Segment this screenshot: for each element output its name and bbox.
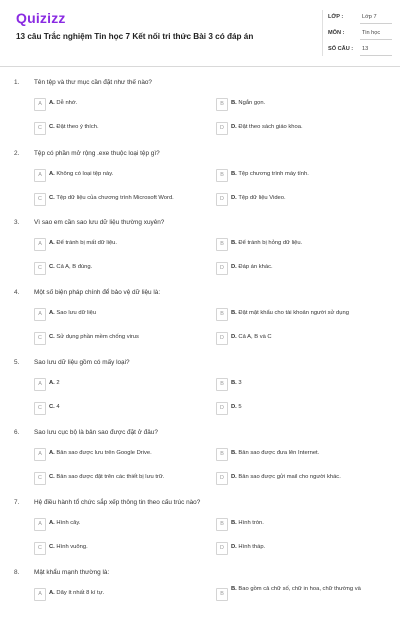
- option-letter-box: B: [216, 588, 228, 601]
- option-prefix: C.: [49, 474, 55, 480]
- option-prefix: B.: [231, 171, 237, 177]
- option-prefix: A.: [49, 520, 55, 526]
- answer-option-c[interactable]: [34, 472, 206, 484]
- option-prefix: D.: [231, 544, 237, 550]
- question-number: 4.: [14, 289, 20, 296]
- option-prefix: C.: [49, 404, 55, 410]
- option-text: [49, 590, 104, 596]
- question-item: [0, 569, 400, 639]
- option-text: [231, 404, 242, 410]
- option-prefix: A.: [49, 100, 55, 106]
- option-body: Cả A, B đúng.: [54, 264, 93, 270]
- option-text: [49, 240, 117, 246]
- question-text: Tên tệp và thư mục cần đặt như thế nào?: [34, 79, 152, 86]
- answer-option-a[interactable]: [34, 448, 206, 460]
- option-letter-box: D: [216, 472, 228, 485]
- option-body: Bản sao được đưa lên Internet.: [236, 450, 320, 456]
- option-letter-box: A: [34, 308, 46, 321]
- option-prefix: D.: [231, 195, 237, 201]
- answer-option-a[interactable]: [34, 378, 206, 390]
- option-body: Đặt mật khẩu cho tài khoản người sử dụng: [236, 310, 349, 316]
- answer-option-b[interactable]: [216, 448, 388, 460]
- option-letter-box: C: [34, 262, 46, 275]
- question-text: Một số biện pháp chính để bảo vệ dữ liệu là:: [34, 289, 161, 296]
- document-header: [0, 0, 400, 67]
- option-letter-box: B: [216, 98, 228, 111]
- option-letter-box: A: [34, 169, 46, 182]
- meta-value: Tin học: [362, 30, 381, 36]
- question-text: Hệ điều hành tổ chức sắp xếp thông tin theo cấu trúc nào?: [34, 499, 201, 506]
- option-text: [231, 195, 286, 201]
- option-letter-box: B: [216, 169, 228, 182]
- answer-option-c[interactable]: [34, 193, 206, 205]
- option-body: Cả A, B và C: [236, 334, 272, 340]
- option-body: 3: [236, 380, 242, 386]
- option-body: Hình vuông.: [54, 544, 88, 550]
- question-number: 8.: [14, 569, 20, 576]
- meta-class: [328, 10, 392, 24]
- option-body: Dễ nhớ.: [54, 100, 78, 106]
- question-item: [0, 359, 400, 429]
- option-body: 5: [236, 404, 242, 410]
- option-text: [49, 334, 139, 340]
- answer-option-d[interactable]: [216, 262, 388, 274]
- option-text: [49, 171, 113, 177]
- answer-option-b[interactable]: [216, 588, 388, 600]
- option-prefix: C.: [49, 195, 55, 201]
- option-letter-box: B: [216, 238, 228, 251]
- meta-underline: [360, 55, 392, 56]
- option-text: [231, 474, 341, 480]
- option-text: [49, 450, 152, 456]
- option-letter-box: D: [216, 542, 228, 555]
- answer-option-a[interactable]: [34, 238, 206, 250]
- question-text: Sao lưu cục bộ là bản sao được đặt ở đâu?: [34, 429, 158, 436]
- document-title: 13 câu Trắc nghiệm Tin học 7 Kết nối tri thức Bài 3 có đáp án: [16, 32, 254, 41]
- answer-option-b[interactable]: [216, 308, 388, 320]
- option-text: [231, 450, 319, 456]
- option-text: [231, 380, 242, 386]
- option-letter-box: D: [216, 332, 228, 345]
- question-item: [0, 150, 400, 220]
- question-number: 2.: [14, 150, 20, 157]
- option-text: [49, 264, 92, 270]
- option-prefix: C.: [49, 124, 55, 130]
- option-letter-box: D: [216, 122, 228, 135]
- option-prefix: B.: [231, 100, 237, 106]
- option-text: [49, 195, 174, 201]
- answer-option-a[interactable]: [34, 308, 206, 320]
- question-number: 3.: [14, 219, 20, 226]
- option-letter-box: C: [34, 402, 46, 415]
- option-body: Sử dụng phần mềm chống virus: [54, 334, 139, 340]
- meta-underline: [360, 23, 392, 24]
- option-text: [231, 264, 273, 270]
- option-letter-box: B: [216, 448, 228, 461]
- option-letter-box: B: [216, 518, 228, 531]
- option-body: Đặt theo ý thích.: [54, 124, 99, 130]
- question-number: 7.: [14, 499, 20, 506]
- answer-option-c[interactable]: [34, 332, 206, 344]
- option-prefix: B.: [231, 520, 237, 526]
- answer-option-a[interactable]: [34, 588, 206, 600]
- option-prefix: C.: [49, 544, 55, 550]
- option-body: Tệp chương trình máy tính.: [236, 171, 309, 177]
- option-prefix: B.: [231, 310, 237, 316]
- meta-label: LỚP :: [328, 14, 344, 20]
- question-item: [0, 289, 400, 359]
- meta-value: Lớp 7: [362, 14, 377, 20]
- option-prefix: C.: [49, 264, 55, 270]
- question-item: [0, 79, 400, 149]
- option-text: [49, 310, 96, 316]
- option-text: [49, 380, 60, 386]
- option-prefix: A.: [49, 380, 55, 386]
- question-text: Mật khẩu mạnh thường là:: [34, 569, 110, 576]
- meta-label: SỐ CÂU :: [328, 46, 354, 52]
- option-text: [49, 100, 77, 106]
- option-text: [49, 474, 164, 480]
- question-text: Sao lưu dữ liệu gồm có mấy loại?: [34, 359, 130, 366]
- option-body: Tệp dữ liệu Video.: [236, 195, 286, 201]
- option-prefix: D.: [231, 264, 237, 270]
- option-prefix: D.: [231, 404, 237, 410]
- option-letter-box: B: [216, 308, 228, 321]
- meta-subject: [328, 26, 392, 40]
- meta-value: 13: [362, 46, 369, 52]
- option-letter-box: C: [34, 542, 46, 555]
- option-body: Sao lưu dữ liệu: [54, 310, 97, 316]
- option-text: [49, 404, 60, 410]
- answer-option-d[interactable]: [216, 402, 388, 414]
- option-letter-box: A: [34, 98, 46, 111]
- meta-divider: [322, 10, 323, 56]
- option-body: Bao gồm cả chữ số, chữ in hoa, chữ thường và: [236, 586, 361, 592]
- question-number: 5.: [14, 359, 20, 366]
- option-prefix: B.: [231, 586, 237, 592]
- option-body: Hình cây.: [54, 520, 81, 526]
- option-body: Hình tròn.: [236, 520, 264, 526]
- option-letter-box: C: [34, 122, 46, 135]
- question-item: [0, 499, 400, 569]
- option-body: Bản sao được đặt trên các thiết bị lưu trữ.: [54, 474, 165, 480]
- option-prefix: A.: [49, 590, 55, 596]
- meta-question-count: [328, 42, 392, 56]
- option-letter-box: A: [34, 238, 46, 251]
- option-text: [231, 585, 391, 593]
- option-text: [231, 334, 272, 340]
- option-prefix: D.: [231, 334, 237, 340]
- option-letter-box: A: [34, 518, 46, 531]
- option-body: Đặt theo sách giáo khoa.: [236, 124, 303, 130]
- answer-option-a[interactable]: [34, 98, 206, 110]
- question-item: [0, 429, 400, 499]
- answer-option-b[interactable]: [216, 98, 388, 110]
- option-body: Bản sao được gửi mail cho người khác.: [236, 474, 341, 480]
- option-prefix: C.: [49, 334, 55, 340]
- option-letter-box: C: [34, 332, 46, 345]
- option-body: 2: [54, 380, 60, 386]
- option-letter-box: A: [34, 448, 46, 461]
- option-text: [231, 100, 265, 106]
- answer-option-d[interactable]: [216, 472, 388, 484]
- question-number: 6.: [14, 429, 20, 436]
- option-text: [231, 124, 303, 130]
- option-prefix: A.: [49, 310, 55, 316]
- answer-option-b[interactable]: [216, 518, 388, 530]
- answer-option-a[interactable]: [34, 518, 206, 530]
- question-text: Vì sao em cần sao lưu dữ liệu thường xuyên?: [34, 219, 165, 226]
- option-body: 4: [54, 404, 60, 410]
- option-prefix: B.: [231, 450, 237, 456]
- option-letter-box: C: [34, 193, 46, 206]
- answer-option-c[interactable]: [34, 122, 206, 134]
- answer-option-b[interactable]: [216, 169, 388, 181]
- answer-option-b[interactable]: [216, 238, 388, 250]
- option-body: Bản sao được lưu trên Google Drive.: [54, 450, 152, 456]
- answer-option-d[interactable]: [216, 122, 388, 134]
- option-letter-box: D: [216, 402, 228, 415]
- option-text: [49, 124, 99, 130]
- option-body: Để tránh bị mất dữ liệu.: [54, 240, 118, 246]
- option-prefix: B.: [231, 380, 237, 386]
- question-item: [0, 219, 400, 289]
- option-prefix: A.: [49, 171, 55, 177]
- option-letter-box: C: [34, 472, 46, 485]
- answer-option-a[interactable]: [34, 169, 206, 181]
- option-body: Hình tháp.: [236, 544, 266, 550]
- option-text: [231, 240, 302, 246]
- option-text: [49, 544, 88, 550]
- answer-option-c[interactable]: [34, 542, 206, 554]
- option-body: Không có loại tệp này.: [54, 171, 114, 177]
- option-prefix: D.: [231, 474, 237, 480]
- question-number: 1.: [14, 79, 20, 86]
- option-body: Tệp dữ liệu của chương trình Microsoft Word.: [54, 195, 174, 201]
- answer-option-c[interactable]: [34, 402, 206, 414]
- answer-option-c[interactable]: [34, 262, 206, 274]
- option-body: Ngắn gọn.: [236, 100, 266, 106]
- option-text: [49, 520, 80, 526]
- option-body: Dãy ít nhất 8 kí tự.: [54, 590, 105, 596]
- answer-option-d[interactable]: [216, 542, 388, 554]
- option-prefix: A.: [49, 240, 55, 246]
- option-body: Đáp án khác.: [236, 264, 273, 270]
- answer-option-d[interactable]: [216, 193, 388, 205]
- meta-underline: [360, 39, 392, 40]
- option-letter-box: A: [34, 588, 46, 601]
- meta-label: MÔN :: [328, 30, 345, 36]
- option-prefix: D.: [231, 124, 237, 130]
- option-prefix: B.: [231, 240, 237, 246]
- option-body: Để tránh bị hỏng dữ liệu.: [236, 240, 303, 246]
- option-letter-box: D: [216, 193, 228, 206]
- option-prefix: A.: [49, 450, 55, 456]
- option-text: [231, 544, 265, 550]
- option-letter-box: B: [216, 378, 228, 391]
- quizizz-logo[interactable]: Quizizz: [16, 10, 66, 26]
- question-text: Tệp có phần mở rộng .exe thuộc loại tệp gì?: [34, 150, 160, 157]
- answer-option-b[interactable]: [216, 378, 388, 390]
- answer-option-d[interactable]: [216, 332, 388, 344]
- option-letter-box: A: [34, 378, 46, 391]
- option-text: [231, 520, 264, 526]
- option-letter-box: D: [216, 262, 228, 275]
- option-text: [231, 171, 309, 177]
- option-text: [231, 310, 349, 316]
